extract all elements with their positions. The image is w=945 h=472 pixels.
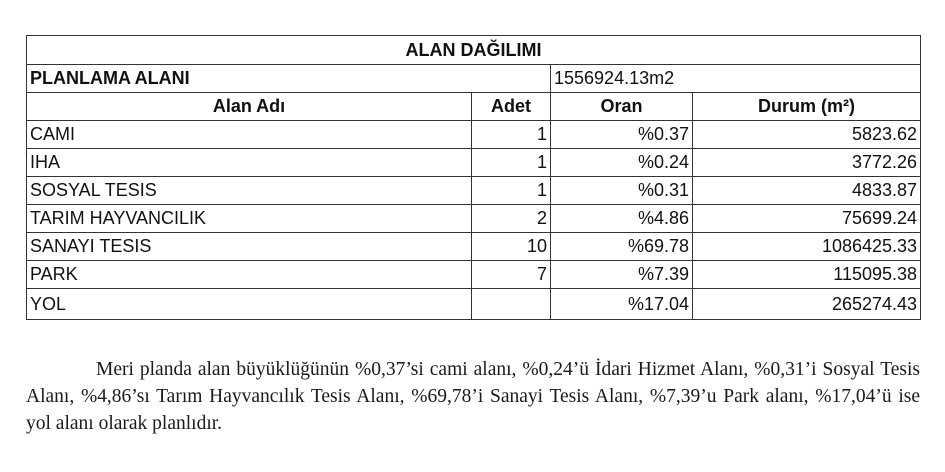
row-name: TARIM HAYVANCILIK: [27, 205, 472, 233]
summary-paragraph-text: Meri planda alan büyüklüğünün %0,37’si cami alanı, %0,24’ü İdari Hizmet Alanı, %0,31’i Sosyal Tesis Alanı, %4,86’sı Tarım Hayvancılık Tesis Alanı, %69,78’i Sanayi Tesis Alanı, %7,39’u Park alanı, %17,04’ü ise yol alanı olarak planlıdır.: [26, 359, 920, 434]
header-area-name: Alan Adı: [27, 93, 472, 121]
table-row: [27, 149, 921, 177]
row-count: 2: [472, 205, 551, 233]
row-ratio: %69.78: [551, 233, 693, 261]
planning-area-row: [27, 65, 921, 93]
area-distribution-table: [26, 35, 921, 320]
row-name: CAMI: [27, 121, 472, 149]
row-count: [472, 289, 551, 320]
table-row: [27, 289, 921, 320]
row-ratio: %0.24: [551, 149, 693, 177]
row-count: 1: [472, 149, 551, 177]
row-ratio: %4.86: [551, 205, 693, 233]
row-ratio: %0.37: [551, 121, 693, 149]
row-count: 1: [472, 177, 551, 205]
row-area: 1086425.33: [693, 233, 921, 261]
summary-paragraph: [26, 356, 920, 437]
planning-area-label: PLANLAMA ALANI: [27, 65, 551, 93]
row-name: PARK: [27, 261, 472, 289]
row-name: SANAYI TESIS: [27, 233, 472, 261]
row-area: 4833.87: [693, 177, 921, 205]
row-name: YOL: [27, 289, 472, 320]
row-area: 75699.24: [693, 205, 921, 233]
table-header-row: [27, 93, 921, 121]
header-ratio: Oran: [551, 93, 693, 121]
planning-area-value: 1556924.13m2: [551, 65, 921, 93]
row-name: SOSYAL TESIS: [27, 177, 472, 205]
table-title: ALAN DAĞILIMI: [27, 36, 921, 65]
table-row: [27, 177, 921, 205]
row-ratio: %7.39: [551, 261, 693, 289]
row-area: 115095.38: [693, 261, 921, 289]
row-name: IHA: [27, 149, 472, 177]
table-row: [27, 121, 921, 149]
header-count: Adet: [472, 93, 551, 121]
row-count: 7: [472, 261, 551, 289]
row-ratio: %0.31: [551, 177, 693, 205]
row-count: 1: [472, 121, 551, 149]
header-area: Durum (m²): [693, 93, 921, 121]
row-area: 5823.62: [693, 121, 921, 149]
row-area: 3772.26: [693, 149, 921, 177]
row-area: 265274.43: [693, 289, 921, 320]
table-row: [27, 233, 921, 261]
table-row: [27, 205, 921, 233]
table-title-row: [27, 36, 921, 65]
row-ratio: %17.04: [551, 289, 693, 320]
table-row: [27, 261, 921, 289]
row-count: 10: [472, 233, 551, 261]
